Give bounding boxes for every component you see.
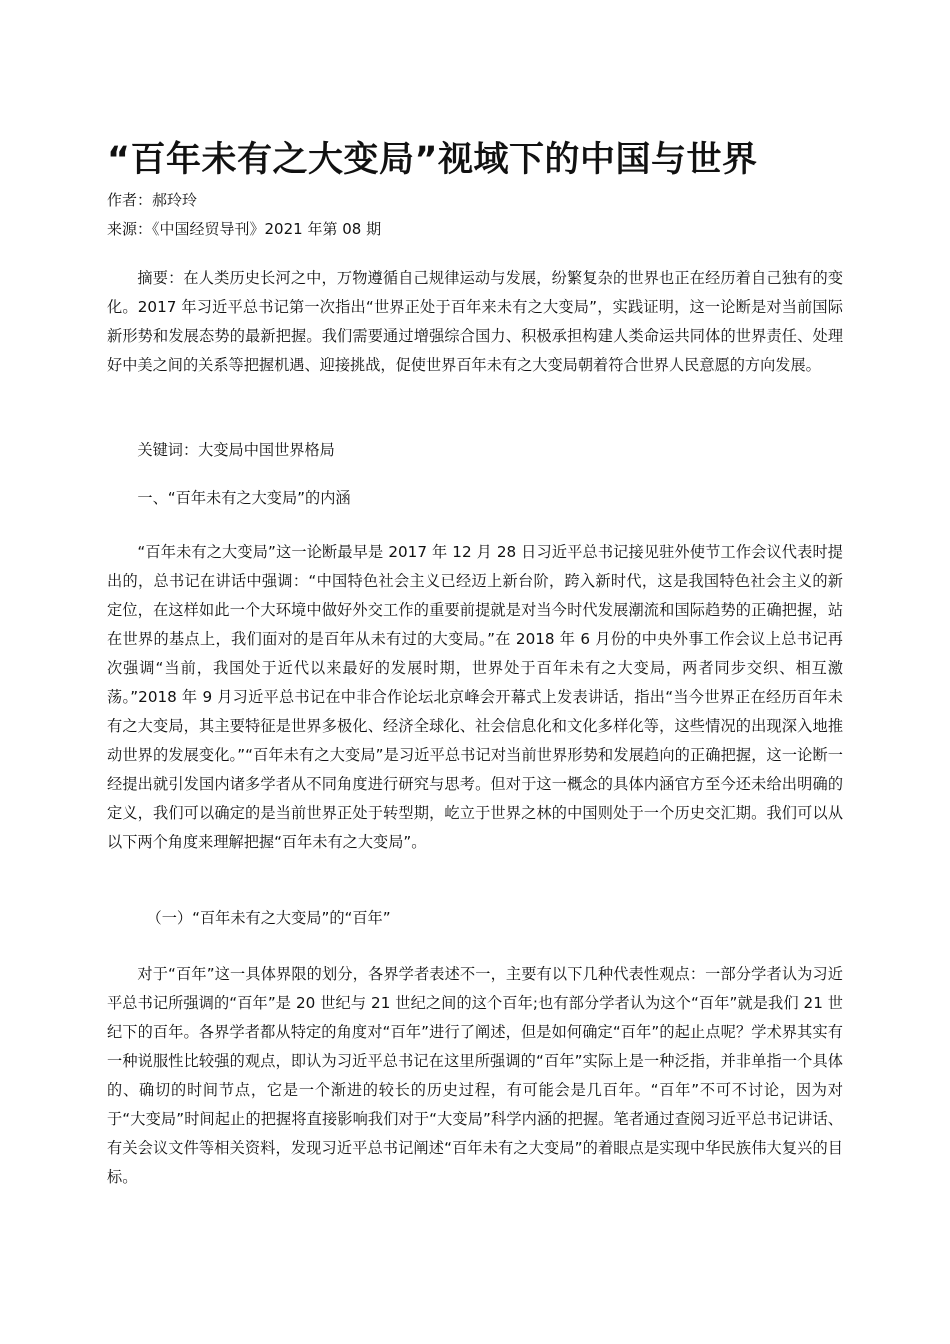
body-paragraph-1: “百年未有之大变局”这一论断最早是 2017 年 12 月 28 日习近平总书记接见驻外使节工作会议代表时提出的，总书记在讲话中强调：“中国特色社会主义已经迈上新台阶，跨入新时代，这是我国特色社会主义的新定位，在这样如此一个大环境中做好外交工作的重要前提就是对当今时代发展潮流和国际趋势的正确把握，站在世界的基点上，我们面对的是百年从未有过的大变局。”在 2018 年 6 月份的中央外事工作会议上总书记再次强调“当前，我国处于近代以来最好的发展时期，世界处于百年未有之大变局，两者同步交织、相互激荡。”2018 年 9 月习近平总书记在中非合作论坛北京峰会开幕式上发表讲话，指出“当今世界正在经历百年未有之大变局，其主要特征是世界多极化、经济全球化、社会信息化和文化多样化等，这些情况的出现深入地推动世界的发展变化。”“百年未有之大变局”是习近平总书记对当前世界形势和发展趋向的正确把握，这一论断一经提出就引发国内诸多学者从不同角度进行研究与思考。但对于这一概念的具体内涵官方至今还未给出明确的定义，我们可以确定的是当前世界正处于转型期，屹立于世界之林的中国则处于一个历史交汇期。我们可以从以下两个角度来理解把握“百年未有之大变局”。 xyxy=(107,543,843,851)
abstract-paragraph: 摘要：在人类历史长河之中，万物遵循自己规律运动与发展，纷繁复杂的世界也正在经历着自己独有的变化。2017 年习近平总书记第一次指出“世界正处于百年来未有之大变局”，实践证明，这一论断是对当前国际新形势和发展态势的最新把握。我们需要通过增强综合国力、积极承担构建人类命运共同体的世界责任、处理好中美之间的关系等把握机遇、迎接挑战，促使世界百年未有之大变局朝着符合世界人民意愿的方向发展。 xyxy=(107,269,843,374)
author-line: 作者：郝玲玲 xyxy=(107,191,198,209)
article-title: “百年未有之大变局”视域下的中国与世界 xyxy=(107,140,758,181)
section-heading-1: 一、“百年未有之大变局”的内涵 xyxy=(137,489,351,507)
source-line: 来源：《中国经贸导刊》2021 年第 08 期 xyxy=(107,220,382,238)
subsection-heading-1: （一）“百年未有之大变局”的“百年” xyxy=(146,909,391,927)
keywords-line: 关键词：大变局中国世界格局 xyxy=(137,441,335,459)
body-paragraph-2: 对于“百年”这一具体界限的划分，各界学者表述不一，主要有以下几种代表性观点：一部分学者认为习近平总书记所强调的“百年”是 20 世纪与 21 世纪之间的这个百年;也有部分学者认为这个“百年”就是我们 21 世纪下的百年。各界学者都从特定的角度对“百年”进行了阐述，但是如何确定“百年”的起止点呢？学术界其实有一种说服性比较强的观点，即认为习近平总书记在这里所强调的“百年”实际上是一种泛指，并非单指一个具体的、确切的时间节点，它是一个渐进的较长的历史过程，有可能会是几百年。“百年”不可不讨论，因为对于“大变局”时间起止的把握将直接影响我们对于“大变局”科学内涵的把握。笔者通过查阅习近平总书记讲话、有关会议文件等相关资料，发现习近平总书记阐述“百年未有之大变局”的着眼点是实现中华民族伟大复兴的目标。 xyxy=(107,965,843,1186)
